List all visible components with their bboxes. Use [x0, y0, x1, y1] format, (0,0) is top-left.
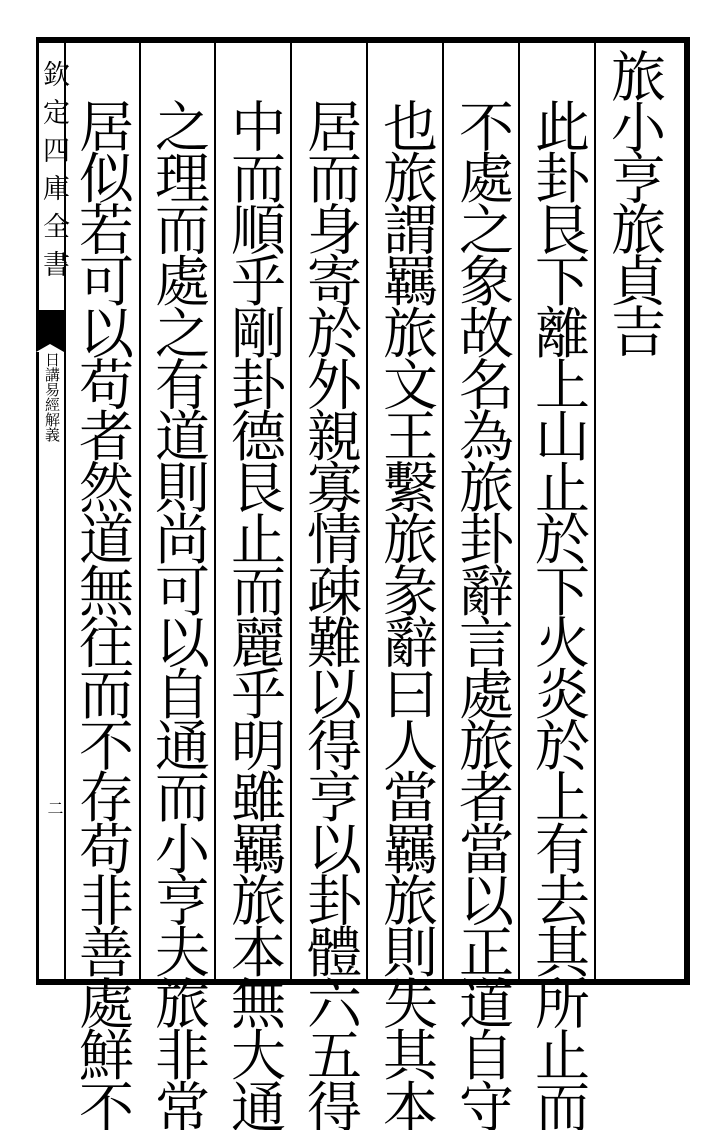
border-top: [36, 37, 690, 43]
column-text: 之理而處之有道則尚可以自通而小亨夫旅非常: [146, 98, 210, 1130]
series-title: 欽定四庫全書: [38, 60, 69, 288]
text-column: [142, 98, 214, 1130]
text-column: [370, 98, 442, 1130]
column-divider: [139, 43, 141, 979]
text-column: [294, 98, 366, 1130]
column-divider: [366, 43, 368, 979]
column-text: 不處之象故名為旅卦辭言處旅者當以正道自守: [450, 98, 514, 1130]
column-text: 也旅謂羈旅文王繫旅彖辭曰人當羈旅則失其本: [374, 98, 438, 1130]
text-column: [522, 98, 594, 1130]
column-divider: [594, 43, 596, 979]
column-text: 中而順乎剛卦德艮止而麗乎明雖羈旅本無大通: [222, 98, 286, 1130]
border-right: [684, 37, 690, 985]
column-text: 旅小亨旅貞吉: [602, 48, 666, 354]
page-number: 二: [45, 800, 64, 816]
text-column-heading: [598, 48, 670, 978]
text-column: [218, 98, 290, 1130]
column-text: 此卦艮下離上山止於下火炎於上有去其所止而: [526, 98, 590, 1130]
text-column: [66, 98, 138, 1130]
column-divider: [442, 43, 444, 979]
column-text: 居似若可以苟者然道無往而不存苟非善處鮮不: [70, 98, 134, 1130]
column-divider: [214, 43, 216, 979]
text-column: [446, 98, 518, 1130]
fish-tail-mark: [36, 310, 64, 344]
volume-title: 日講易經解義: [43, 352, 61, 442]
column-divider: [290, 43, 292, 979]
column-divider: [518, 43, 520, 979]
column-text: 居而身寄於外親寡情疎難以得亨以卦體六五得: [298, 98, 362, 1130]
